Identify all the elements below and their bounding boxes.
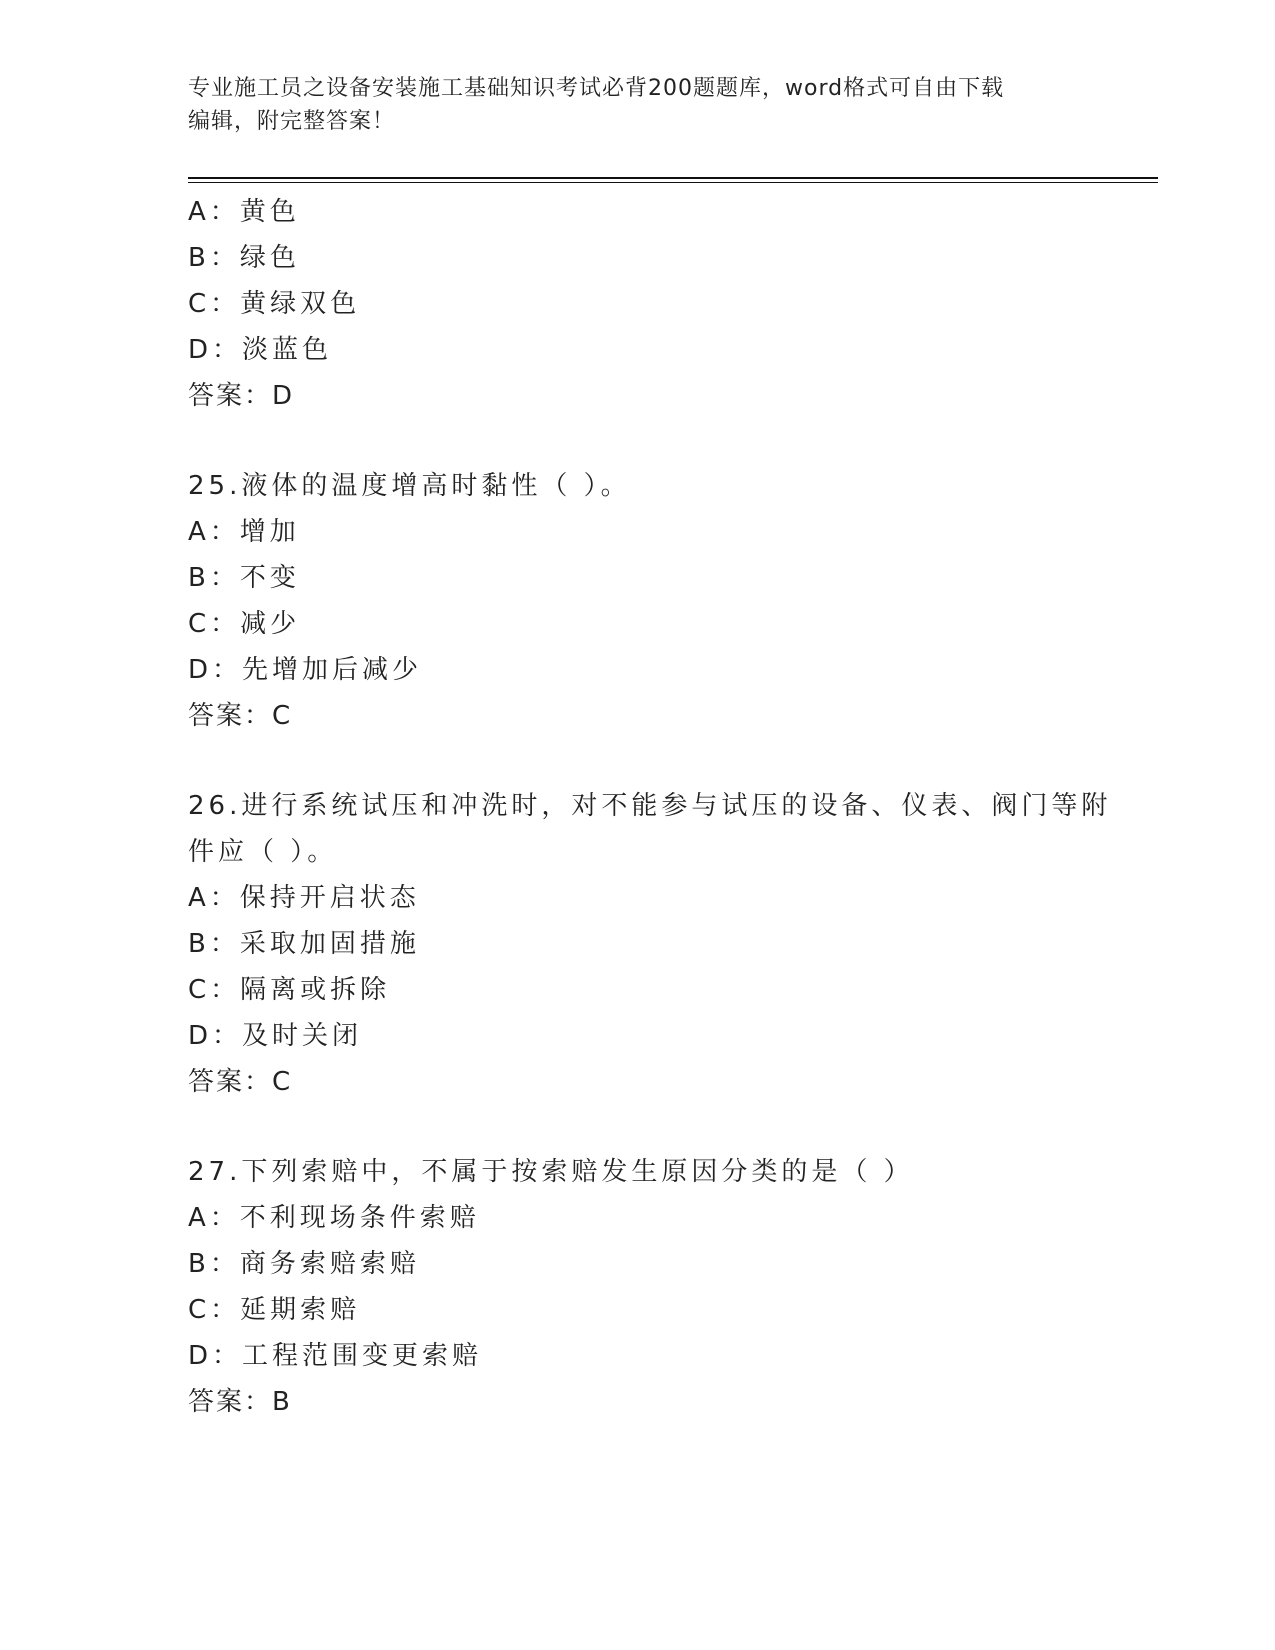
option-a: A：保持开启状态 [188, 883, 420, 913]
option-b: B：不变 [188, 563, 300, 593]
question-stem: 25.液体的温度增高时黏性（ ）。 [188, 471, 631, 501]
option-d: D：淡蓝色 [188, 335, 333, 365]
option-c: C：隔离或拆除 [188, 975, 391, 1005]
answer-line: 答案：D [188, 381, 295, 411]
answer-line: 答案：C [188, 1067, 293, 1097]
spacer [188, 739, 1158, 783]
option-c: C：减少 [188, 609, 301, 639]
option-b: B：绿色 [188, 243, 300, 273]
question-block-27 [188, 1149, 1158, 1425]
question-stem-line-1: 26.进行系统试压和冲洗时，对不能参与试压的设备、仪表、阀门等附 [188, 791, 1112, 821]
header-divider-thin [188, 182, 1158, 183]
question-block-25 [188, 463, 1158, 739]
question-stem: 27.下列索赔中，不属于按索赔发生原因分类的是（ ） [188, 1157, 914, 1187]
answer-line: 答案：C [188, 701, 293, 731]
header-divider-thick [188, 177, 1158, 179]
question-stem-line-2: 件应（ ）。 [188, 837, 338, 867]
question-block-24 [188, 189, 1158, 419]
option-c: C：黄绿双色 [188, 289, 361, 319]
option-d: D：及时关闭 [188, 1021, 363, 1051]
header-line-1: 专业施工员之设备安装施工基础知识考试必背200题题库，word格式可自由下载 [188, 76, 1005, 101]
spacer [188, 419, 1158, 463]
answer-line: 答案：B [188, 1387, 292, 1417]
option-d: D：先增加后减少 [188, 655, 423, 685]
question-list [188, 189, 1158, 1425]
option-b: B：采取加固措施 [188, 929, 420, 959]
question-block-26 [188, 783, 1158, 1105]
document-header [188, 72, 1088, 138]
option-c: C：延期索赔 [188, 1295, 361, 1325]
option-a: A：黄色 [188, 197, 300, 227]
option-a: A：增加 [188, 517, 300, 547]
header-line-2: 编辑，附完整答案！ [188, 109, 396, 134]
spacer [188, 1105, 1158, 1149]
option-a: A：不利现场条件索赔 [188, 1203, 480, 1233]
option-d: D：工程范围变更索赔 [188, 1341, 483, 1371]
option-b: B：商务索赔索赔 [188, 1249, 420, 1279]
